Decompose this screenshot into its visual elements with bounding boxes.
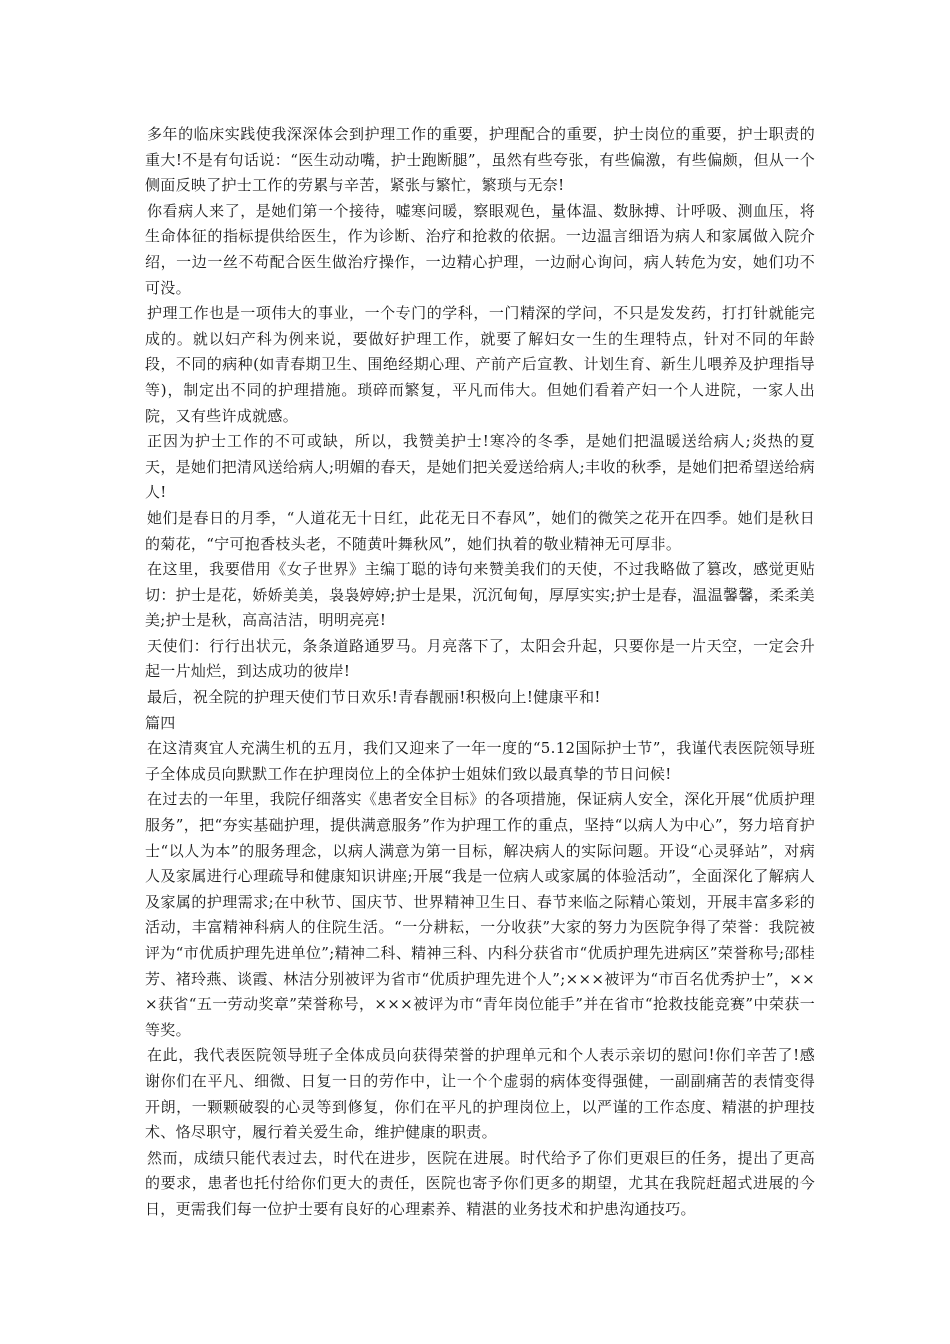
paragraph: 她们是春日的月季，“人道花无十日红，此花无日不春风”，她们的微笑之花开在四季。她们是秋日的菊花，“宁可抱香枝头老，不随黄叶舞秋风”，她们执着的敬业精神无可厚非。	[145, 508, 815, 553]
paragraph: 天使们：行行出状元，条条道路通罗马。月亮落下了，太阳会升起，只要你是一片天空，一定会升起一片灿烂，到达成功的彼岸!	[145, 636, 815, 681]
section-heading: 篇四	[145, 713, 176, 732]
paragraph: 你看病人来了，是她们第一个接待，嘘寒问暖，察眼观色，量体温、数脉搏、计呼吸、测血压，将生命体征的指标提供给医生，作为诊断、治疗和抢救的依据。一边温言细语为病人和家属做入院介绍，一边一丝不苟配合医生做治疗操作，一边精心护理，一边耐心询问，病人转危为安，她们功不可没。	[145, 201, 815, 297]
paragraph: 多年的临床实践使我深深体会到护理工作的重要，护理配合的重要，护士岗位的重要，护士职责的重大!不是有句话说：“医生动动嘴，护士跑断腿”，虽然有些夸张，有些偏激，有些偏颇，但从一个侧面反映了护士工作的劳累与辛苦，紧张与繁忙，繁琐与无奈!	[145, 125, 815, 195]
document-body	[145, 122, 815, 1223]
paragraph: 正因为护士工作的不可或缺，所以，我赞美护士!寒冷的冬季，是她们把温暖送给病人;炎热的夏天，是她们把清风送给病人;明媚的春天，是她们把关爱送给病人;丰收的秋季，是她们把希望送给病人!	[145, 432, 815, 502]
paragraph: 在此，我代表医院领导班子全体成员向获得荣誉的护理单元和个人表示亲切的慰问!你们辛苦了!感谢你们在平凡、细微、日复一日的劳作中，让一个个虚弱的病体变得强健，一副副痛苦的表情变得开朗，一颗颗破裂的心灵等到修复，你们在平凡的护理岗位上，以严谨的工作态度、精湛的护理技术、恪尽职守，履行着关爱生命，维护健康的职责。	[145, 1046, 815, 1142]
paragraph: 护理工作也是一项伟大的事业，一个专门的学科，一门精深的学问，不只是发发药，打打针就能完成的。就以妇产科为例来说，要做好护理工作，就要了解妇女一生的生理特点，针对不同的年龄段，不同的病种(如青春期卫生、围绝经期心理、产前产后宣教、计划生育、新生儿喂养及护理指导等)，制定出不同的护理措施。琐碎而繁复，平凡而伟大。但她们看着产妇一个人进院，一家人出院，又有些许成就感。	[145, 304, 815, 425]
paragraph: 在这里，我要借用《女子世界》主编丁聪的诗句来赞美我们的天使，不过我略做了篡改，感觉更贴切：护士是花，娇娇美美，袅袅婷婷;护士是果，沉沉甸甸，厚厚实实;护士是春，温温馨馨，柔柔美美;护士是秋，高高洁洁，明明亮亮!	[145, 560, 815, 630]
paragraph: 在过去的一年里，我院仔细落实《患者安全目标》的各项措施，保证病人安全，深化开展“优质护理服务”，把“夯实基础护理，提供满意服务”作为护理工作的重点，坚持“以病人为中心”，努力培育护士“以人为本”的服务理念，以病人满意为第一目标，解决病人的实际问题。开设“心灵驿站”，对病人及家属进行心理疏导和健康知识讲座;开展“我是一位病人或家属的体验活动”，全面深化了解病人及家属的护理需求;在中秋节、国庆节、世界精神卫生日、春节来临之际精心策划，开展丰富多彩的活动，丰富精神科病人的住院生活。“一分耕耘，一分收获”大家的努力为医院争得了荣誉：我院被评为“市优质护理先进单位”;精神二科、精神三科、内科分获省市“优质护理先进病区”荣誉称号;邵桂芳、褚玲燕、谈霞、林洁分别被评为省市“优质护理先进个人”;×××被评为“市百名优秀护士”，×××获省“五一劳动奖章”荣誉称号，×××被评为市“青年岗位能手”并在省市“抢救技能竞赛”中荣获一等奖。	[145, 790, 815, 1039]
paragraph: 在这清爽宜人充满生机的五月，我们又迎来了一年一度的“5.12国际护士节”，我谨代表医院领导班子全体成员向默默工作在护理岗位上的全体护士姐妹们致以最真挚的节日问候!	[145, 739, 815, 783]
paragraph: 最后，祝全院的护理天使们节日欢乐!青春靓丽!积极向上!健康平和!	[147, 688, 601, 707]
paragraph: 然而，成绩只能代表过去，时代在进步，医院在进展。时代给予了你们更艰巨的任务，提出了更高的要求，患者也托付给你们更大的责任，医院也寄予你们更多的期望，尤其在我院赶超式进展的今日，更需我们每一位护士要有良好的心理素养、精湛的业务技术和护患沟通技巧。	[145, 1148, 815, 1218]
